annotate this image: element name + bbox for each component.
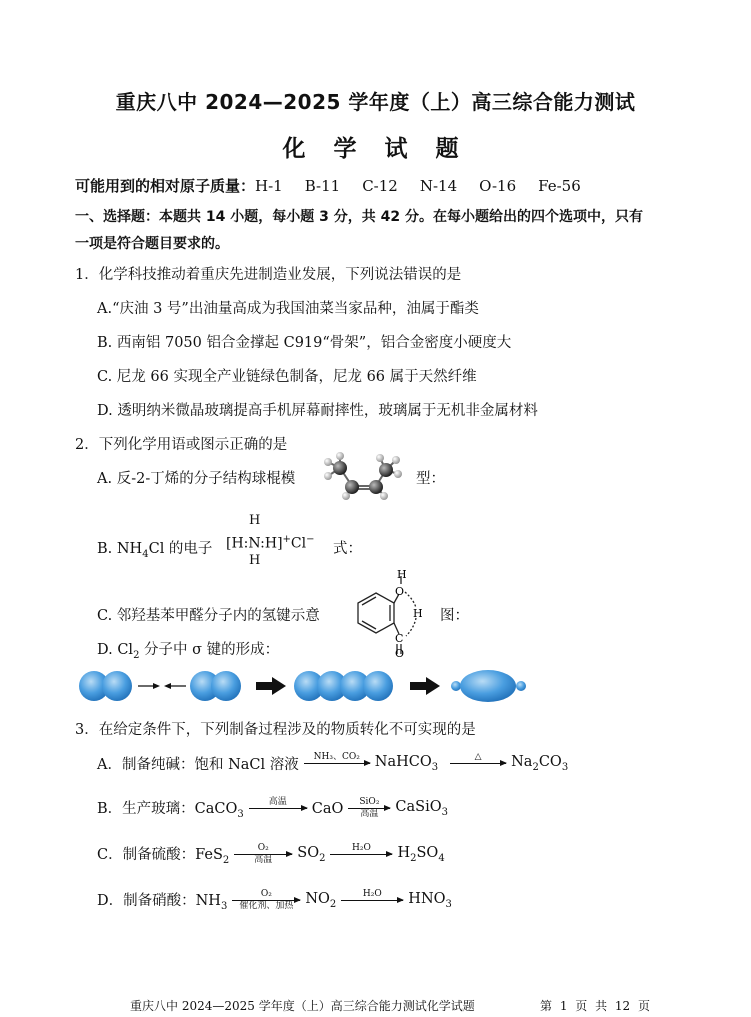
q3a-condition-1: NH₃、CO₂ bbox=[313, 752, 360, 762]
nh4cl-sub: 4 bbox=[142, 548, 149, 560]
question-1-option-d: D. 透明纳米微晶玻璃提高手机屏幕耐摔性，玻璃属于无机非金属材料 bbox=[97, 403, 538, 419]
question-2-stem: 2．下列化学用语或图示正确的是 bbox=[75, 437, 288, 453]
question-3-option-b bbox=[97, 797, 448, 820]
atomic-masses bbox=[75, 175, 581, 196]
atomic-masses-label: 可能用到的相对原子质量： bbox=[75, 177, 256, 195]
electron-formula-cation: [H:N:H] bbox=[226, 535, 283, 552]
q3b-label: B．生产玻璃：CaCO$_3$ bbox=[97, 801, 244, 820]
electron-formula bbox=[226, 534, 315, 552]
q3b-condition-1: 高温 bbox=[268, 797, 287, 807]
q3c-condition-2: H₂O bbox=[352, 843, 371, 853]
q3c-product-2: $H_2SO_4$ bbox=[397, 845, 445, 864]
q3b-product-2: CaSiO$_3$ bbox=[395, 799, 448, 818]
q3d-arrow-1 bbox=[232, 889, 300, 912]
q3d-label: D．制备硝酸：$NH_3$ bbox=[97, 893, 228, 912]
q3c-condition-1-bottom: 高温 bbox=[254, 855, 273, 865]
electron-formula-h-top: H bbox=[249, 513, 261, 528]
q3c-arrow-2 bbox=[330, 843, 392, 866]
q3a-product-2: $Na_2CO_3$ bbox=[511, 754, 569, 773]
q3c-label: C．制备硫酸：FeS$_2$ bbox=[97, 847, 230, 866]
q3a-product-1: NaHCO$_3$ bbox=[374, 754, 439, 773]
question-1-option-c: C. 尼龙 66 实现全产业链绿色制备，尼龙 66 属于天然纤维 bbox=[97, 369, 477, 385]
q3d-condition-1-bottom: 催化剂、加热 bbox=[239, 901, 294, 911]
nh4cl-n-h: B. NH bbox=[97, 541, 143, 557]
mass-o: O-16 bbox=[479, 177, 517, 195]
cl2-rest: 分子中 σ 键的形成： bbox=[139, 642, 280, 658]
atom-h-side: H bbox=[413, 607, 423, 620]
electron-formula-anion: Cl bbox=[290, 535, 307, 552]
atom-h-top: H bbox=[397, 568, 407, 581]
question-2-option-b-label bbox=[97, 537, 212, 560]
q3d-product-2: $HNO_3$ bbox=[408, 891, 452, 910]
q3b-product-1: CaO bbox=[311, 800, 344, 817]
cl2-sub: 2 bbox=[133, 649, 140, 661]
nh4cl-rest: Cl 的电子 bbox=[148, 541, 213, 557]
q3b-arrow-2 bbox=[348, 797, 390, 820]
q3b-condition-2-bottom: 高温 bbox=[360, 809, 379, 819]
mass-fe: Fe-56 bbox=[538, 177, 581, 195]
mass-h: H-1 bbox=[255, 177, 283, 195]
q3d-condition-1-top: O₂ bbox=[260, 889, 272, 899]
question-3-option-c bbox=[97, 843, 445, 866]
q3c-arrow-1 bbox=[234, 843, 292, 866]
mass-c: C-12 bbox=[362, 177, 398, 195]
question-2-option-c-label: C. 邻羟基苯甲醛分子内的氢键示意 bbox=[97, 608, 320, 624]
q3d-condition-2: H₂O bbox=[362, 889, 382, 899]
atom-o-bottom: O bbox=[395, 647, 405, 658]
question-2-option-a-label: A. 反-2-丁烯的分子结构球棍模 bbox=[97, 471, 296, 487]
question-1-stem: 1．化学科技推动着重庆先进制造业发展，下列说法错误的是 bbox=[75, 267, 462, 283]
electron-formula-cation-charge: + bbox=[282, 534, 291, 545]
question-3-option-d bbox=[97, 889, 452, 912]
cl2-cl: D. Cl bbox=[97, 642, 134, 658]
q3c-product-1: $SO_2$ bbox=[297, 845, 326, 864]
q3c-condition-1-top: O₂ bbox=[257, 843, 269, 853]
electron-formula-anion-charge: − bbox=[306, 534, 315, 545]
q3a-arrow-2 bbox=[450, 752, 506, 775]
question-2-option-a-suffix: 型： bbox=[416, 471, 445, 487]
footer-text: 重庆八中 2024—2025 学年度（上）高三综合能力测试化学试题 bbox=[130, 999, 475, 1013]
q3b-arrow-1 bbox=[249, 797, 307, 820]
question-1-option-b: B. 西南铝 7050 铝合金撑起 C919“骨架”，铝合金密度小硬度大 bbox=[97, 335, 512, 351]
question-3-stem: 3．在给定条件下，下列制备过程涉及的物质转化不可实现的是 bbox=[75, 722, 476, 738]
section-instructions-line2: 一项是符合题目要求的。 bbox=[75, 236, 229, 252]
question-2-option-c-suffix: 图： bbox=[440, 608, 469, 624]
question-1-option-a: A.“庆油 3 号”出油量高成为我国油菜当家品种，油属于酯类 bbox=[97, 301, 479, 317]
q3a-arrow-1 bbox=[304, 752, 370, 775]
question-2-option-b-suffix: 式： bbox=[333, 541, 362, 557]
question-2-option-d-label bbox=[97, 638, 279, 661]
q3d-product-1: $NO_2$ bbox=[305, 891, 337, 910]
mass-n: N-14 bbox=[419, 177, 458, 195]
page-subtitle: 化 学 试 题 bbox=[282, 136, 469, 162]
sigma-bond-formation-diagram bbox=[76, 666, 526, 706]
mass-b: B-11 bbox=[304, 177, 341, 195]
q3b-condition-2-top: SiO₂ bbox=[359, 797, 380, 807]
atom-c: C bbox=[395, 632, 404, 645]
q3a-condition-2: △ bbox=[474, 752, 482, 762]
o-hydroxybenzaldehyde-structure bbox=[346, 566, 426, 658]
page-title: 重庆八中 2024—2025 学年度（上）高三综合能力测试 bbox=[115, 90, 636, 114]
q3a-label: A．制备纯碱：饱和 NaCl 溶液 bbox=[97, 757, 299, 773]
question-3-option-a bbox=[97, 752, 568, 775]
atom-o-top: O bbox=[395, 585, 405, 598]
page-number: 第 1 页 共 12 页 bbox=[540, 999, 650, 1013]
section-instructions-line1: 一、选择题：本题共 14 小题，每小题 3 分，共 42 分。在每小题给出的四个选项中，只有 bbox=[75, 209, 643, 225]
q3d-arrow-2 bbox=[341, 889, 403, 912]
electron-formula-h-bottom: H bbox=[249, 553, 261, 568]
trans-2-butene-ball-stick-model bbox=[318, 452, 404, 502]
